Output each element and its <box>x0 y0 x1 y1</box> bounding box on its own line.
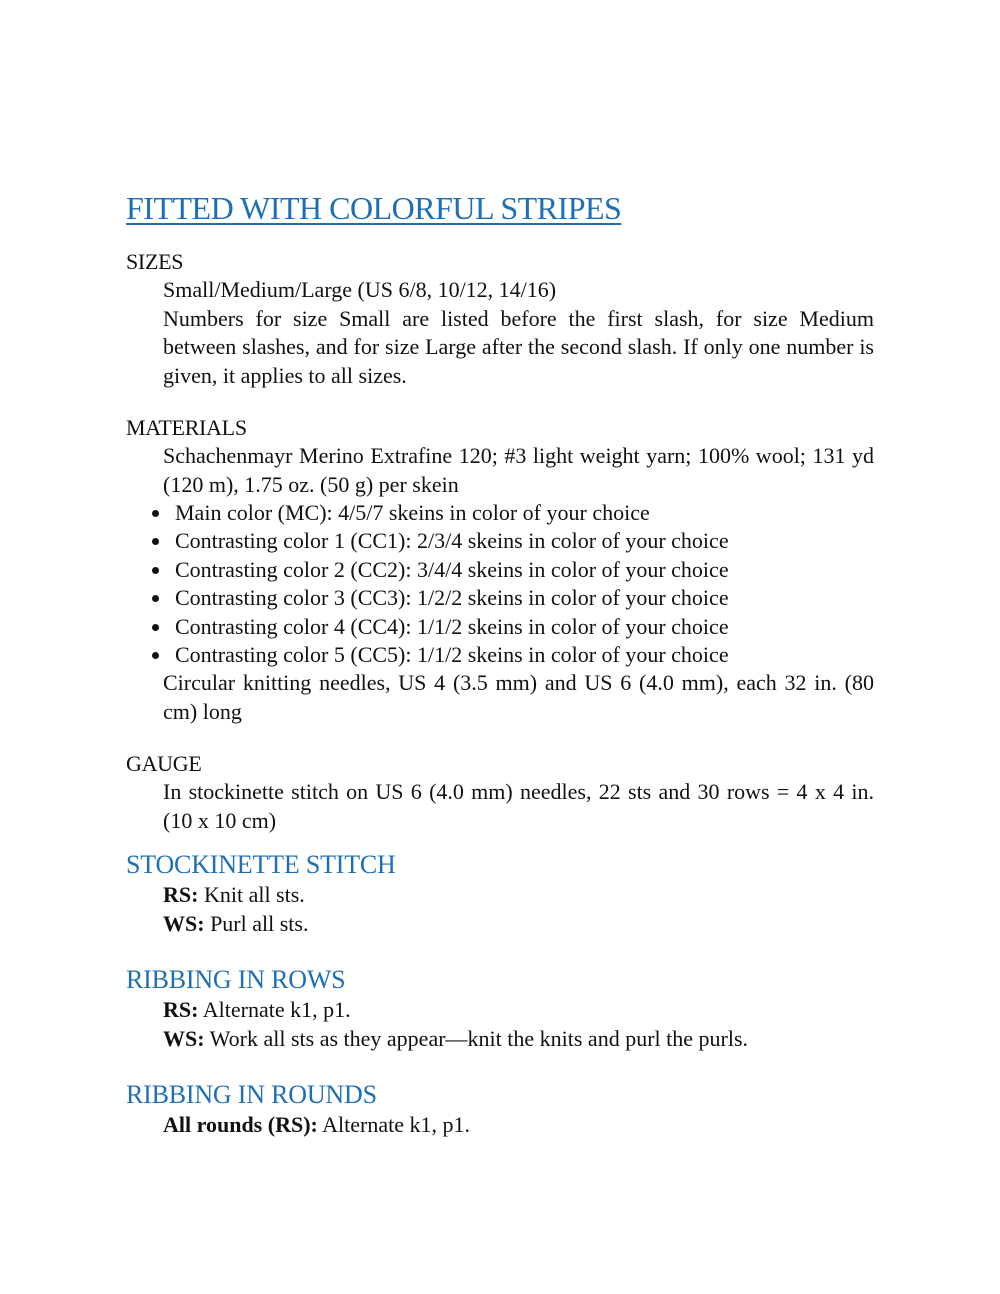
list-item <box>148 556 874 584</box>
materials-section <box>126 414 874 726</box>
stockinette-section <box>126 849 874 938</box>
list-item <box>148 499 874 527</box>
ribbing-rows-ws-row <box>126 1025 874 1054</box>
bullet-icon <box>152 538 159 545</box>
ws-text: Work all sts as they appear—knit the knits and purl the purls. <box>204 1025 749 1051</box>
list-item-text: Contrasting color 1 (CC1): 2/3/4 skeins in color of your choice <box>175 528 729 554</box>
list-item-text: Contrasting color 5 (CC5): 1/1/2 skeins in color of your choice <box>175 642 729 668</box>
bullet-icon <box>152 510 159 517</box>
ribbing-rounds-section <box>126 1079 874 1140</box>
bullet-icon <box>152 567 159 574</box>
list-item <box>148 641 874 669</box>
ribbing-rows-rs-row <box>126 996 874 1025</box>
list-item-text: Main color (MC): 4/5/7 skeins in color of your choice <box>175 500 650 525</box>
list-item <box>148 527 874 555</box>
stockinette-ws-row <box>126 910 874 939</box>
stockinette-rs-row <box>126 881 874 910</box>
stockinette-heading: STOCKINETTE STITCH <box>126 850 396 880</box>
sizes-label: SIZES <box>126 249 184 274</box>
page-title: FITTED WITH COLORFUL STRIPES <box>126 190 622 226</box>
list-item <box>148 584 874 612</box>
gauge-section <box>126 750 874 835</box>
sizes-section <box>126 248 874 390</box>
bullet-icon <box>152 652 159 659</box>
list-item-text: Contrasting color 2 (CC2): 3/4/4 skeins in color of your choice <box>175 556 729 582</box>
ws-text: Purl all sts. <box>204 910 309 936</box>
all-rounds-text: Alternate k1, p1. <box>317 1112 470 1138</box>
yarn-color-list <box>126 499 874 669</box>
materials-label: MATERIALS <box>126 415 247 440</box>
ws-label: WS: <box>163 1025 205 1051</box>
ws-label: WS: <box>163 910 205 936</box>
rs-label: RS: <box>163 997 199 1023</box>
needles-description: Circular knitting needles, US 4 (3.5 mm) and US 6 (4.0 mm), each 32 in. (80 cm) long <box>163 670 874 724</box>
list-item-text: Contrasting color 4 (CC4): 1/1/2 skeins in color of your choice <box>175 613 729 639</box>
rs-text: Knit all sts. <box>198 882 305 908</box>
all-rounds-label: All rounds (RS): <box>163 1112 318 1138</box>
list-item-text: Contrasting color 3 (CC3): 1/2/2 skeins in color of your choice <box>175 585 729 611</box>
bullet-icon <box>152 624 159 631</box>
ribbing-rounds-heading: RIBBING IN ROUNDS <box>126 1080 377 1110</box>
bullet-icon <box>152 595 159 602</box>
rs-label: RS: <box>163 882 199 908</box>
list-item <box>148 613 874 641</box>
ribbing-rows-section <box>126 964 874 1053</box>
rs-text: Alternate k1, p1. <box>198 997 351 1023</box>
sizes-explanation: Numbers for size Small are listed before the first slash, for size Medium between slashes, and for size Large after the second slash. If only one number is given, it applies to all sizes. <box>163 305 874 388</box>
ribbing-rows-heading: RIBBING IN ROWS <box>126 965 346 995</box>
gauge-label: GAUGE <box>126 751 202 777</box>
ribbing-rounds-row <box>126 1111 874 1140</box>
pattern-page <box>126 188 874 1140</box>
yarn-description: Schachenmayr Merino Extrafine 120; #3 light weight yarn; 100% wool; 131 yd (120 m), 1.75 oz. (50 g) per skein <box>163 443 874 497</box>
gauge-text: In stockinette stitch on US 6 (4.0 mm) needles, 22 sts and 30 rows = 4 x 4 in. (10 x 10 cm) <box>163 779 874 833</box>
sizes-line: Small/Medium/Large (US 6/8, 10/12, 14/16) <box>163 277 557 302</box>
